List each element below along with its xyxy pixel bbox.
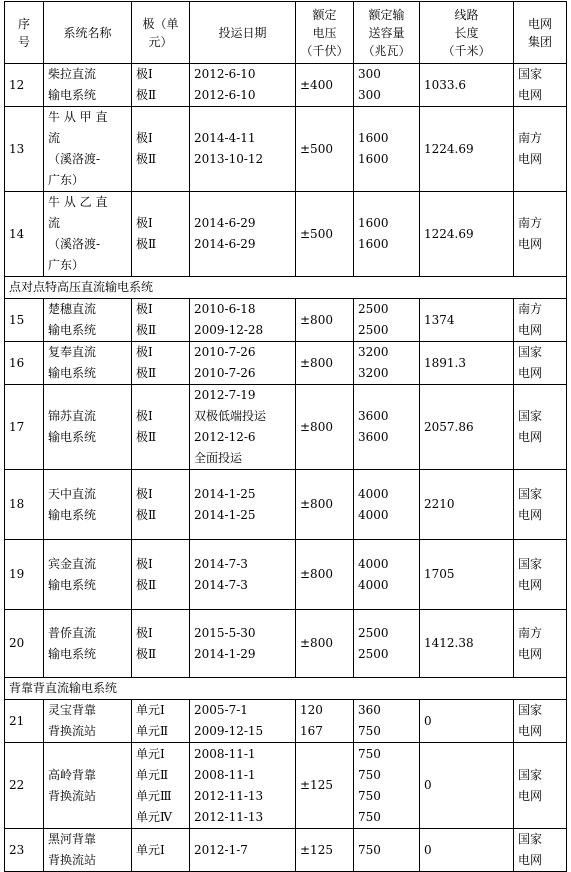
grid-group-line: 电网 (518, 507, 543, 522)
system-name-line: 黑河背靠 (48, 832, 97, 846)
commission-date-line: 2009-12-15 (194, 724, 264, 738)
hvdc-systems-table (4, 1, 567, 872)
system-name-line: 天中直流 (48, 486, 97, 501)
voltage-line: ±500 (300, 226, 333, 241)
commission-date-line: 2012-6-10 (194, 67, 256, 81)
system-name-cell (44, 700, 132, 743)
no-cell: 12 (5, 64, 44, 107)
no-cell: 13 (5, 107, 44, 192)
commission-date-line: 2014-4-11 (194, 131, 256, 145)
commission-date-line: 2012-7-19 (194, 388, 256, 402)
grid-group-line: 国家 (518, 67, 543, 81)
no-cell: 14 (5, 192, 44, 277)
grid-group-cell (514, 192, 567, 277)
commission-date-cell (190, 342, 296, 385)
pole-cell (132, 64, 190, 107)
grid-group-line: 电网 (518, 430, 543, 444)
voltage-line: ±800 (300, 567, 333, 581)
system-name-cell (44, 64, 132, 107)
system-name-line: 背换流站 (48, 853, 97, 867)
voltage-line: ±800 (300, 312, 333, 327)
system-name-line: 输电系统 (48, 323, 97, 337)
voltage-cell (296, 610, 354, 678)
voltage-cell (296, 700, 354, 743)
system-name-cell (44, 540, 132, 610)
no-cell: 23 (5, 829, 44, 872)
length-cell: 1705 (420, 540, 514, 610)
system-name-line: 输电系统 (48, 577, 97, 592)
system-name-cell (44, 829, 132, 872)
table-body (5, 64, 567, 872)
voltage-cell (296, 743, 354, 829)
voltage-line: ±800 (300, 497, 333, 511)
grid-group-cell (514, 342, 567, 385)
system-name-line: （溪洛渡- (48, 237, 101, 251)
grid-group-line: 南方 (518, 302, 543, 316)
voltage-line: ±125 (300, 842, 333, 857)
length-cell: 0 (420, 700, 514, 743)
commission-date-cell (190, 829, 296, 872)
capacity-line: 750 (358, 809, 381, 824)
capacity-line: 1600 (358, 216, 389, 230)
system-name-line: （溪洛渡- (48, 152, 101, 166)
commission-date-line: 2009-12-28 (194, 323, 264, 337)
grid-group-line: 国家 (518, 556, 543, 571)
voltage-cell (296, 192, 354, 277)
grid-group-line: 国家 (518, 767, 543, 782)
system-name-line: 输电系统 (48, 646, 97, 661)
pole-cell (132, 610, 190, 678)
system-name-line: 柴拉直流 (48, 67, 97, 81)
table-row (5, 192, 567, 277)
commission-date-line: 2015-5-30 (194, 625, 256, 640)
capacity-line: 3200 (358, 366, 389, 380)
pole-line: 极Ⅱ (136, 430, 157, 444)
commission-date-line: 2014-1-29 (194, 646, 256, 661)
capacity-cell (354, 299, 420, 342)
grid-group-cell (514, 610, 567, 678)
system-name-line: 锦苏直流 (48, 409, 97, 423)
capacity-line: 4000 (358, 556, 389, 571)
system-name-line: 背换流站 (48, 724, 97, 738)
grid-group-cell (514, 700, 567, 743)
no-cell: 21 (5, 700, 44, 743)
table-row (5, 540, 567, 610)
grid-group-line: 国家 (518, 409, 543, 423)
section-title: 点对点特高压直流输电系统 (5, 277, 567, 299)
grid-group-cell (514, 743, 567, 829)
capacity-line: 750 (358, 746, 381, 761)
grid-group-line: 电网 (518, 788, 543, 803)
no-cell: 20 (5, 610, 44, 678)
pole-line: 极Ⅱ (136, 323, 157, 337)
commission-date-line: 2014-1-25 (194, 507, 256, 522)
voltage-line: ±800 (300, 636, 333, 650)
length-cell: 1224.69 (420, 192, 514, 277)
pole-line: 单元Ⅰ (136, 703, 165, 717)
capacity-line: 3600 (358, 430, 389, 444)
length-cell: 1412.38 (420, 610, 514, 678)
header-commission-date: 投运日期 (190, 2, 296, 64)
pole-line: 极Ⅱ (136, 88, 157, 102)
system-name-line: 宾金直流 (48, 556, 97, 571)
commission-date-line: 2010-6-18 (194, 302, 256, 316)
commission-date-cell (190, 540, 296, 610)
length-cell: 0 (420, 829, 514, 872)
voltage-cell (296, 540, 354, 610)
table-row (5, 470, 567, 540)
pole-line: 单元Ⅲ (136, 788, 172, 803)
table-row (5, 610, 567, 678)
commission-date-cell (190, 299, 296, 342)
pole-cell (132, 700, 190, 743)
capacity-cell (354, 192, 420, 277)
system-name-line: 广东） (48, 173, 85, 187)
header-line-length: 线路 长度 （千米） (420, 2, 514, 64)
pole-cell (132, 342, 190, 385)
pole-line: 单元Ⅱ (136, 767, 169, 782)
capacity-line: 2500 (358, 302, 389, 316)
grid-group-cell (514, 385, 567, 470)
commission-date-line: 2012-6-10 (194, 88, 256, 102)
header-rated-capacity: 额定输 送容量 （兆瓦） (354, 2, 420, 64)
commission-date-line: 2014-6-29 (194, 237, 256, 251)
commission-date-line: 2012-12-6 (194, 430, 256, 444)
commission-date-line: 2014-7-3 (194, 577, 248, 592)
system-name-line: 输电系统 (48, 507, 97, 522)
pole-cell (132, 743, 190, 829)
grid-group-cell (514, 107, 567, 192)
pole-line: 单元Ⅰ (136, 842, 165, 857)
capacity-line: 3600 (358, 409, 389, 423)
pole-line: 极Ⅰ (136, 67, 153, 81)
grid-group-cell (514, 829, 567, 872)
no-cell: 19 (5, 540, 44, 610)
capacity-cell (354, 540, 420, 610)
commission-date-line: 2010-7-26 (194, 345, 256, 359)
pole-line: 极Ⅱ (136, 237, 157, 251)
pole-line: 单元Ⅰ (136, 746, 165, 761)
commission-date-cell (190, 192, 296, 277)
commission-date-cell (190, 470, 296, 540)
grid-group-line: 国家 (518, 345, 543, 359)
pole-cell (132, 829, 190, 872)
voltage-cell (296, 299, 354, 342)
voltage-cell (296, 470, 354, 540)
capacity-line: 1600 (358, 131, 389, 145)
system-name-line: 灵宝背靠 (48, 703, 97, 717)
capacity-cell (354, 342, 420, 385)
voltage-line: 120 (300, 703, 323, 717)
capacity-cell (354, 385, 420, 470)
capacity-cell (354, 470, 420, 540)
system-name-line: 输电系统 (48, 366, 97, 380)
section-title: 背靠背直流输电系统 (5, 678, 567, 700)
commission-date-line: 全面投运 (194, 451, 243, 465)
capacity-line: 1600 (358, 237, 389, 251)
grid-group-cell (514, 470, 567, 540)
system-name-line: 输电系统 (48, 430, 97, 444)
pole-line: 极Ⅰ (136, 625, 153, 640)
pole-line: 单元Ⅳ (136, 809, 172, 824)
commission-date-line: 2005-7-1 (194, 703, 248, 717)
capacity-line: 1600 (358, 152, 389, 166)
commission-date-line: 2008-11-1 (194, 746, 256, 761)
capacity-line: 2500 (358, 625, 389, 640)
capacity-cell (354, 700, 420, 743)
system-name-line: 普侨直流 (48, 625, 97, 640)
grid-group-cell (514, 64, 567, 107)
pole-line: 极Ⅰ (136, 486, 153, 501)
system-name-cell (44, 385, 132, 470)
table-row (5, 743, 567, 829)
length-cell: 2210 (420, 470, 514, 540)
commission-date-line: 双极低端投运 (194, 409, 267, 423)
pole-line: 极Ⅱ (136, 366, 157, 380)
voltage-line: 167 (300, 724, 323, 738)
grid-group-line: 国家 (518, 486, 543, 501)
commission-date-cell (190, 107, 296, 192)
system-name-cell (44, 299, 132, 342)
header-rated-voltage: 额定 电压 （千伏） (296, 2, 354, 64)
length-cell: 1374 (420, 299, 514, 342)
capacity-line: 750 (358, 842, 381, 857)
capacity-line: 360 (358, 703, 381, 717)
table-row (5, 700, 567, 743)
system-name-line: 高岭背靠 (48, 767, 97, 782)
pole-line: 极Ⅱ (136, 152, 157, 166)
commission-date-line: 2013-10-12 (194, 152, 264, 166)
system-name-cell (44, 470, 132, 540)
grid-group-line: 国家 (518, 703, 543, 717)
capacity-line: 3200 (358, 345, 389, 359)
pole-line: 极Ⅰ (136, 345, 153, 359)
grid-group-line: 电网 (518, 577, 543, 592)
header-pole: 极（单 元） (132, 2, 190, 64)
no-cell: 22 (5, 743, 44, 829)
system-name-line: 复奉直流 (48, 345, 97, 359)
pole-cell (132, 299, 190, 342)
grid-group-line: 电网 (518, 724, 543, 738)
grid-group-line: 电网 (518, 853, 543, 867)
header-row (5, 2, 567, 64)
capacity-line: 4000 (358, 577, 389, 592)
system-name-cell (44, 342, 132, 385)
pole-line: 极Ⅱ (136, 646, 157, 661)
capacity-line: 2500 (358, 646, 389, 661)
voltage-line: ±500 (300, 141, 333, 156)
capacity-line: 2500 (358, 323, 389, 337)
commission-date-line: 2010-7-26 (194, 366, 256, 380)
pole-line: 极Ⅰ (136, 409, 153, 423)
grid-group-line: 国家 (518, 832, 543, 846)
no-cell: 16 (5, 342, 44, 385)
table-row (5, 64, 567, 107)
system-name-cell (44, 743, 132, 829)
grid-group-line: 电网 (518, 152, 543, 166)
pole-line: 极Ⅱ (136, 577, 157, 592)
table-row (5, 385, 567, 470)
commission-date-line: 2014-6-29 (194, 216, 256, 230)
grid-group-line: 电网 (518, 323, 543, 337)
grid-group-line: 南方 (518, 625, 543, 640)
voltage-cell (296, 829, 354, 872)
capacity-line: 300 (358, 67, 381, 81)
system-name-line: 输电系统 (48, 88, 97, 102)
length-cell: 1033.6 (420, 64, 514, 107)
voltage-cell (296, 64, 354, 107)
length-cell: 1891.3 (420, 342, 514, 385)
voltage-line: ±800 (300, 419, 333, 434)
table-row (5, 299, 567, 342)
capacity-cell (354, 610, 420, 678)
voltage-cell (296, 107, 354, 192)
pole-line: 极Ⅰ (136, 131, 153, 145)
commission-date-line: 2014-1-25 (194, 486, 256, 501)
system-name-cell (44, 610, 132, 678)
pole-cell (132, 107, 190, 192)
commission-date-line: 2012-11-13 (194, 809, 264, 824)
pole-line: 极Ⅰ (136, 556, 153, 571)
no-cell: 18 (5, 470, 44, 540)
section-row (5, 277, 567, 299)
system-name-line: 牛 从 甲 直 (48, 110, 108, 124)
grid-group-line: 南方 (518, 216, 543, 230)
header-system-name: 系统名称 (44, 2, 132, 64)
capacity-cell (354, 107, 420, 192)
table-row (5, 342, 567, 385)
capacity-cell (354, 64, 420, 107)
system-name-line: 背换流站 (48, 788, 97, 803)
pole-line: 极Ⅰ (136, 216, 153, 230)
system-name-cell (44, 192, 132, 277)
table-row (5, 107, 567, 192)
voltage-line: ±125 (300, 778, 333, 792)
system-name-line: 楚穗直流 (48, 302, 97, 316)
system-name-line: 广东） (48, 258, 85, 272)
commission-date-cell (190, 64, 296, 107)
grid-group-cell (514, 540, 567, 610)
commission-date-line: 2012-1-7 (194, 842, 248, 857)
length-cell: 0 (420, 743, 514, 829)
no-cell: 15 (5, 299, 44, 342)
grid-group-cell (514, 299, 567, 342)
voltage-cell (296, 385, 354, 470)
pole-line: 极Ⅱ (136, 507, 157, 522)
header-no: 序 号 (5, 2, 44, 64)
commission-date-line: 2008-11-1 (194, 767, 256, 782)
pole-cell (132, 540, 190, 610)
no-cell: 17 (5, 385, 44, 470)
commission-date-cell (190, 385, 296, 470)
grid-group-line: 南方 (518, 131, 543, 145)
length-cell: 1224.69 (420, 107, 514, 192)
voltage-cell (296, 342, 354, 385)
pole-cell (132, 470, 190, 540)
voltage-line: ±400 (300, 77, 333, 92)
commission-date-cell (190, 743, 296, 829)
system-name-line: 流 (48, 216, 61, 230)
system-name-cell (44, 107, 132, 192)
voltage-line: ±800 (300, 355, 333, 370)
pole-cell (132, 192, 190, 277)
commission-date-cell (190, 700, 296, 743)
grid-group-line: 电网 (518, 88, 543, 102)
capacity-line: 750 (358, 724, 381, 738)
commission-date-cell (190, 610, 296, 678)
pole-cell (132, 385, 190, 470)
table-row (5, 829, 567, 872)
grid-group-line: 电网 (518, 646, 543, 661)
capacity-line: 4000 (358, 507, 389, 522)
section-row (5, 678, 567, 700)
header-grid-group: 电网 集团 (514, 2, 567, 64)
grid-group-line: 电网 (518, 237, 543, 251)
capacity-line: 300 (358, 88, 381, 102)
system-name-line: 流 (48, 131, 61, 145)
capacity-cell (354, 829, 420, 872)
length-cell: 2057.86 (420, 385, 514, 470)
capacity-line: 750 (358, 788, 381, 803)
capacity-cell (354, 743, 420, 829)
capacity-line: 4000 (358, 486, 389, 501)
grid-group-line: 电网 (518, 366, 543, 380)
pole-line: 单元Ⅱ (136, 724, 169, 738)
system-name-line: 牛 从 乙 直 (48, 195, 108, 209)
commission-date-line: 2012-11-13 (194, 788, 264, 803)
commission-date-line: 2014-7-3 (194, 556, 248, 571)
pole-line: 极Ⅰ (136, 302, 153, 316)
capacity-line: 750 (358, 767, 381, 782)
